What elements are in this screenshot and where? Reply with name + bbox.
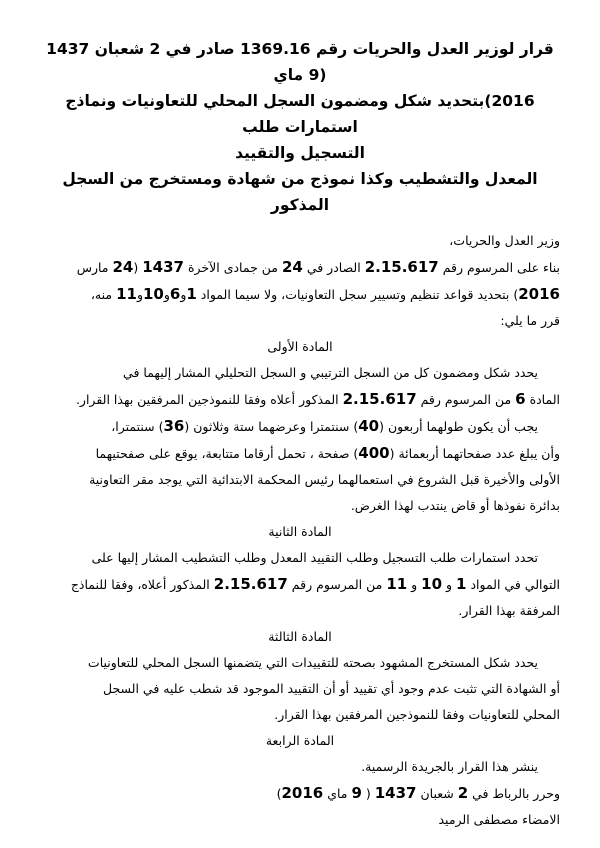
article-1-line-4: وأن يبلغ عدد صفحاتهما أربعمائة (400) صفحة ، تحمل أرقاما متتابعة، يوقع على صفحتيهما <box>95 444 560 462</box>
signature: الامضاء مصطفى الرميد <box>438 812 560 827</box>
article-1-line-3: يجب أن يكون طولهما أربعون (40) سنتمترا وعرضهما ستة وثلاثون (36) سنتمترا، <box>111 417 538 435</box>
preamble-line-2: 2016) بتحديد قواعد تنظيم وتسيير سجل التعاونيات، ولا سيما المواد 1و6و10و11 منه، <box>90 285 560 303</box>
article-3-line-3: المحلي للتعاونيات وفقا للنموذجين المرفقين بهذا القرار. <box>274 707 560 722</box>
closing-date: وحرر بالرباط في 2 شعبان 1437 ( 9 ماي 2016) <box>276 784 560 802</box>
article-1-line-6: بدائرة نفوذها أو قاض ينتدب لهذا الغرض. <box>350 498 560 513</box>
article-1-line-1: يحدد شكل ومضمون كل من السجل الترتيبي و السجل التحليلي المشار إليهما في <box>123 365 538 380</box>
article-3-line-2: أو الشهادة التي تثبت عدم وجود أي تقييد أو أن التقييد الموجود قد شطب عليه في السجل <box>102 681 560 696</box>
article-2-line-3: المرفقة بهذا القرار. <box>458 603 560 618</box>
title-line-3: التسجيل والتقييد <box>235 144 365 162</box>
preamble-line-1: بناء على المرسوم رقم 2.15.617 الصادر في 24 من جمادى الآخرة 1437 (24 مارس <box>76 258 560 276</box>
article-2-line-2: التوالي في المواد 1 و 10 و 11 من المرسوم رقم 2.15.617 المذكور أعلاه، وفقا للنماذج <box>70 575 560 593</box>
article-1-heading: المادة الأولى <box>267 339 333 354</box>
article-1-line-2: المادة 6 من المرسوم رقم 2.15.617 المذكور أعلاه وفقا للنموذجين المرفقين بهذا القرار. <box>75 390 560 408</box>
preamble-line-3: قرر ما يلي: <box>500 313 560 328</box>
article-4-heading: المادة الرابعة <box>265 733 335 748</box>
article-1-line-5: الأولى والأخيرة قبل الشروع في استعمالهما رئيس المحكمة الابتدائية التي يوجد مقر التعاونية <box>89 472 560 487</box>
title-line-2: 2016)بتحديد شكل ومضمون السجل المحلي للتعاونيات ونماذج استمارات طلب <box>65 92 535 136</box>
title-line-4: المعدل والتشطيب وكذا نموذج من شهادة ومستخرج من السجل المذكور <box>62 170 538 214</box>
article-2-line-1: تحدد استمارات طلب التسجيل وطلب التقييد المعدل وطلب التشطيب المشار إليها على <box>91 550 538 565</box>
title-line-1: قرار لوزير العدل والحريات رقم 1369.16 صادر في 2 شعبان 1437 (9 ماي <box>46 40 554 84</box>
article-4-line-1: ينشر هذا القرار بالجريدة الرسمية. <box>361 759 538 774</box>
article-2-heading: المادة الثانية <box>268 524 332 539</box>
minister-line: وزير العدل والحريات، <box>449 233 560 248</box>
article-3-heading: المادة الثالثة <box>268 629 332 644</box>
article-3-line-1: يحدد شكل المستخرج المشهود بصحته للتقييدات التي يتضمنها السجل المحلي للتعاونيات <box>87 655 538 670</box>
